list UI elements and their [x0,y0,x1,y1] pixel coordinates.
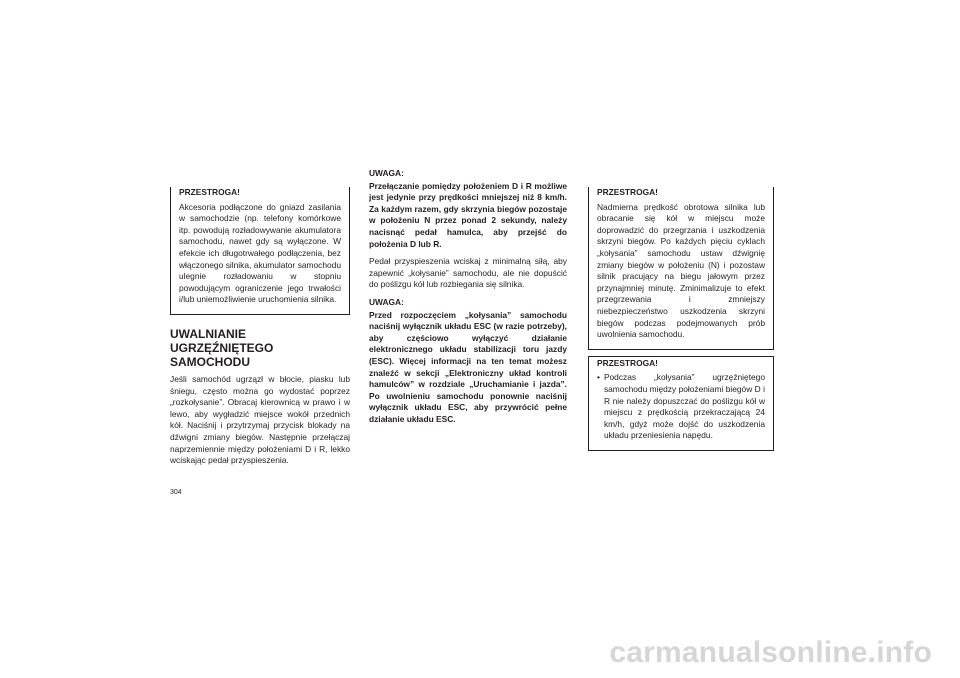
column-right [588,186,774,451]
warning-text: Nadmierna prędkość obrotowa silnika lub obracanie się kół w miejscu może doprowadzić do przegrzania i uszkodzenia skrzyni biegów. Po każdych pięciu cyklach „kołysania” samochodu ustaw dźwignię zmiany biegów w położeniu (N) i pozostaw silnik pracujący na biegu jałowym przez przynajmniej minutę. Zminimalizuje to efekt przegrzewania i zmniejszy niebezpieczeństwo uszkodzenia skrzyni biegów podczas podejmowanych prób uwolnienia samochodu. [597,201,765,340]
warning-box-overheat [588,187,774,350]
section-body: Jeśli samochód ugrzązł w błocie, piasku lub śniegu, często można go wydostać poprzez „rozkołysanie”. Obracaj kierownicą w prawo i w lewo, aby wygładzić miejsce wokół przednich kół. Naciśnij i przytrzymaj przycisk blokady na dźwigni zmiany biegów. Następnie przełączaj naprzemiennie między położeniami D i R, lekko wciskając pedał przyspieszenia. [170,373,350,466]
warning-text: Akcesoria podłączone do gniazd zasilania w samochodzie (np. telefony komórkowe itp. powodują rozładowywanie akumulatora samochodu, nawet gdy są wyłączone. W efekcie ich długotrwałego podłączenia, bez włączonego silnika, akumulator samochodu ulegnie rozładowaniu w stopniu powodującym ograniczenie jego trwałości i/lub uniemożliwienie uruchomienia silnika. [179,201,341,305]
warning-title: PRZESTROGA! [597,357,658,368]
note-title: UWAGA: [369,296,404,307]
note-bold-text: Przełączanie pomiędzy położeniem D i R możliwe jest jedynie przy prędkości mniejszej niż 8 km/h. Za każdym razem, gdy skrzynia biegów pozostaje w położeniu N przez ponad 2 sekundy, należy nacisnąć pedał hamulca, aby przejść do położenia D lub R. [369,180,567,249]
section-heading: UWALNIANIE UGRZĘŹNIĘTEGO SAMOCHODU [170,326,274,369]
warning-title: PRZESTROGA! [597,187,658,197]
note-text: Pedał przyspieszenia wciskaj z minimalną siłą, aby zapewnić „kołysanie” samochodu, ale nie dopuścić do poślizgu kół lub rozbiegania się silnika. [369,256,567,290]
warning-box-accessories [170,187,350,315]
column-middle [369,168,567,431]
bullet-item [597,372,765,442]
bullet-text: Podczas „kołysania” ugrzęźniętego samochodu między położeniami biegów D i R nie należy dopuszczać do poślizgu kół w miejscu z prędkością przekraczającą 24 km/h, gdyż może dojść do uszkodzenia układu przeniesienia napędu. [603,372,765,441]
note-bold-text: Przed rozpoczęciem „kołysania” samochodu naciśnij wyłącznik układu ESC (w razie potrzeby), aby częściowo wyłączyć działanie elektronicznego układu stabilizacji toru jazdy (ESC). Więcej informacji na ten temat możesz znaleźć w sekcji „Elektroniczny układ kontroli hamulców” w rozdziale „Uruchamianie i jazda”. Po uwolnieniu samochodu ponownie naciśnij wyłącznik układu ESC, aby przywrócić pełne działanie układu ESC. [369,309,567,424]
note-title: UWAGA: [369,168,404,178]
bullet-icon: • [597,372,600,383]
warning-title: PRZESTROGA! [179,187,240,197]
page-number: 304 [170,489,182,496]
watermark: carmanualsonline.info [609,636,932,669]
warning-box-wheel-spin [588,356,774,451]
column-left [170,186,350,467]
